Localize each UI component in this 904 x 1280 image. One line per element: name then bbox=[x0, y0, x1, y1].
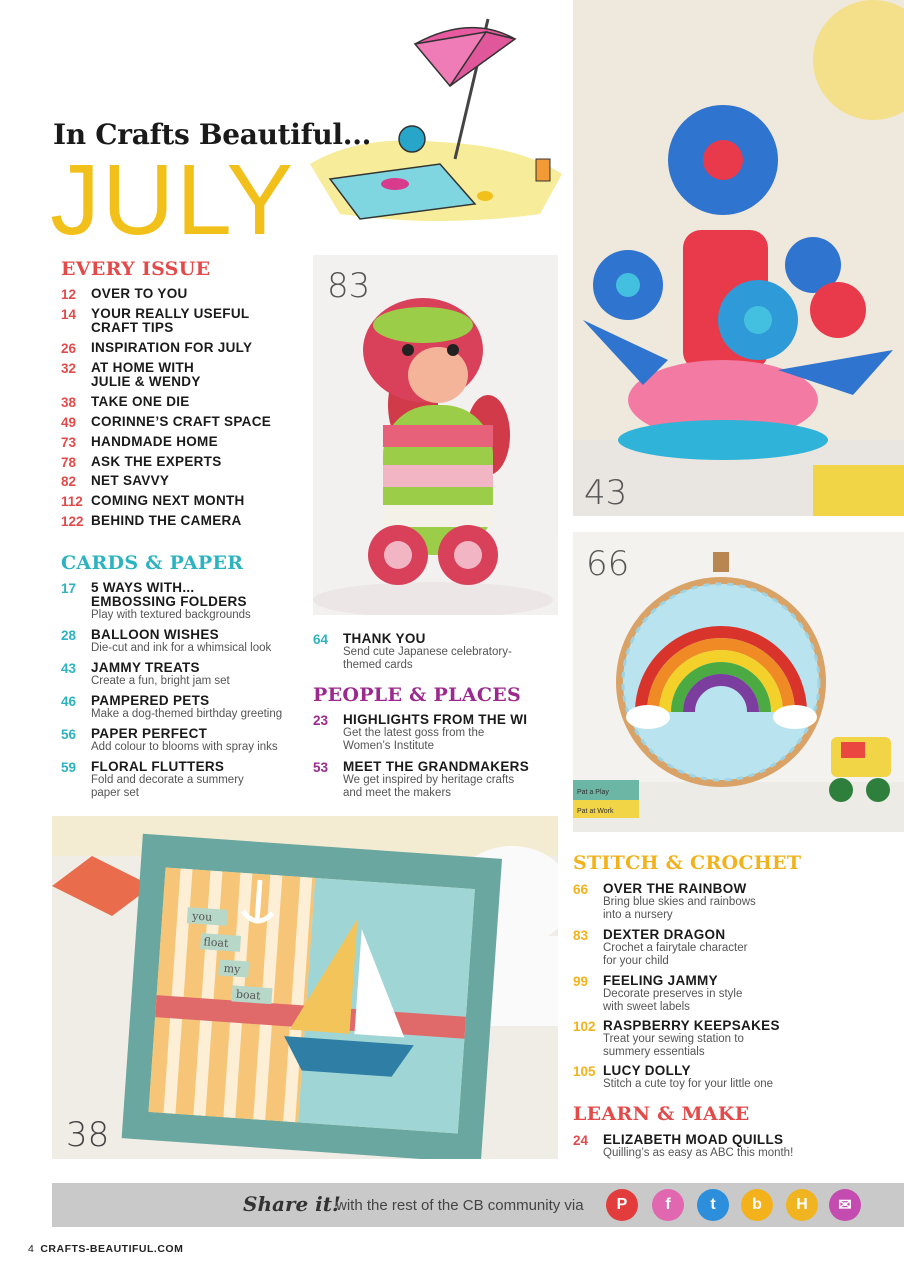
section-heading-every-issue: EVERY ISSUE bbox=[61, 258, 211, 280]
toc-entry bbox=[573, 882, 756, 922]
toc-page-number: 46 bbox=[61, 694, 77, 709]
toc-description: Fold and decorate a summery paper set bbox=[91, 774, 244, 799]
boat-word-3: my bbox=[223, 961, 241, 976]
toc-entry bbox=[313, 632, 512, 672]
toc-entry bbox=[313, 760, 529, 800]
toc-description: Play with textured backgrounds bbox=[91, 609, 251, 621]
toc-entry bbox=[61, 581, 251, 622]
toc-description: Quilling’s as easy as ABC this month! bbox=[603, 1147, 794, 1159]
boat-word-2: float bbox=[203, 935, 229, 951]
toc-title: HANDMADE HOME bbox=[91, 434, 218, 449]
rainbow-page-number: 66 bbox=[586, 544, 630, 584]
toc-entry bbox=[573, 1133, 793, 1160]
toc-entry bbox=[61, 661, 230, 688]
toc-title: COMING NEXT MONTH bbox=[91, 493, 245, 508]
section-heading-learn-make: LEARN & MAKE bbox=[573, 1103, 750, 1125]
site-url: CRAFTS-BEAUTIFUL.COM bbox=[40, 1243, 184, 1255]
toc-description: Bring blue skies and rainbows into a nursery bbox=[603, 896, 756, 921]
toc-title: JAMMY TREATS bbox=[91, 660, 200, 675]
share-text: with the rest of the CB community via bbox=[336, 1197, 584, 1214]
issue-month: JULY bbox=[50, 144, 296, 256]
toc-title: INSPIRATION FOR JULY bbox=[91, 340, 253, 355]
toc-page-number: 105 bbox=[573, 1064, 596, 1079]
toc-page-number: 122 bbox=[61, 514, 84, 529]
toc-title: ASK THE EXPERTS bbox=[91, 454, 222, 469]
toc-page-number: 53 bbox=[313, 760, 329, 775]
toc-page-number: 59 bbox=[61, 760, 77, 775]
book-label-top: Pat a Play bbox=[577, 789, 609, 796]
toc-title: OVER THE RAINBOW bbox=[603, 881, 747, 896]
toc-entry bbox=[61, 727, 278, 754]
toc-entry bbox=[573, 928, 747, 968]
toc-title: PAPER PERFECT bbox=[91, 726, 208, 741]
toc-title: DEXTER DRAGON bbox=[603, 927, 726, 942]
toc-description: Crochet a fairytale character for your child bbox=[603, 942, 748, 967]
toc-page-number: 66 bbox=[573, 882, 589, 897]
toc-description: We get inspired by heritage crafts and meet the makers bbox=[343, 774, 515, 799]
toc-description: Get the latest goss from the Women’s Institute bbox=[343, 727, 485, 752]
toc-title: HIGHLIGHTS FROM THE WI bbox=[343, 712, 528, 727]
section-heading-people-places: PEOPLE & PLACES bbox=[313, 684, 522, 706]
toc-title: MEET THE GRANDMAKERS bbox=[343, 759, 530, 774]
toc-entry bbox=[573, 974, 742, 1014]
toc-page-number: 23 bbox=[313, 713, 329, 728]
email-icon[interactable]: ✉ bbox=[829, 1189, 861, 1221]
toc-title: YOUR REALLY USEFUL CRAFT TIPS bbox=[91, 306, 250, 335]
toc-page-number: 12 bbox=[61, 287, 77, 302]
toc-description: Create a fun, bright jam set bbox=[91, 675, 230, 687]
toc-page-number: 14 bbox=[61, 307, 77, 322]
toc-entry bbox=[61, 395, 190, 410]
toc-page-number: 28 bbox=[61, 628, 77, 643]
magazine-title: In Crafts Beautiful... bbox=[53, 118, 372, 151]
toc-entry bbox=[61, 474, 169, 489]
toc-title: LUCY DOLLY bbox=[603, 1063, 691, 1078]
boat-frame-photo bbox=[52, 816, 558, 1159]
toc-title: CORINNE’S CRAFT SPACE bbox=[91, 414, 272, 429]
toc-page-number: 38 bbox=[61, 395, 77, 410]
toc-page-number: 99 bbox=[573, 974, 589, 989]
toc-description: Add colour to blooms with spray inks bbox=[91, 741, 278, 753]
toc-page-number: 32 bbox=[61, 361, 77, 376]
toc-entry bbox=[313, 713, 527, 753]
toc-title: THANK YOU bbox=[343, 631, 426, 646]
dragon-page-number: 83 bbox=[327, 266, 371, 306]
toc-description: Decorate preserves in style with sweet labels bbox=[603, 988, 743, 1013]
toc-entry bbox=[61, 760, 244, 800]
toc-title: FLORAL FLUTTERS bbox=[91, 759, 225, 774]
toc-description: Make a dog-themed birthday greeting bbox=[91, 708, 283, 720]
toc-entry bbox=[61, 287, 188, 302]
section-heading-cards-paper: CARDS & PAPER bbox=[61, 552, 244, 574]
toc-page-number: 78 bbox=[61, 455, 77, 470]
pinterest-icon[interactable]: P bbox=[606, 1189, 638, 1221]
blog-icon[interactable]: b bbox=[741, 1189, 773, 1221]
toc-title: FEELING JAMMY bbox=[603, 973, 718, 988]
toc-page-number: 56 bbox=[61, 727, 77, 742]
toc-title: RASPBERRY KEEPSAKES bbox=[603, 1018, 780, 1033]
hobbycraft-icon[interactable]: H bbox=[786, 1189, 818, 1221]
toc-title: 5 WAYS WITH... EMBOSSING FOLDERS bbox=[91, 580, 247, 609]
toc-entry bbox=[573, 1064, 773, 1091]
section-heading-stitch-crochet: STITCH & CROCHET bbox=[573, 852, 802, 874]
toc-description: Die-cut and ink for a whimsical look bbox=[91, 642, 272, 654]
toc-page-number: 73 bbox=[61, 435, 77, 450]
toc-title: BEHIND THE CAMERA bbox=[91, 513, 242, 528]
toc-page-number: 24 bbox=[573, 1133, 589, 1148]
toc-title: AT HOME WITH JULIE & WENDY bbox=[91, 360, 201, 389]
toc-entry bbox=[61, 494, 245, 509]
toc-description: Stitch a cute toy for your little one bbox=[603, 1078, 774, 1090]
page-footer bbox=[28, 1243, 183, 1255]
share-lead: Share it! bbox=[243, 1192, 341, 1216]
boat-word-1: you bbox=[191, 909, 213, 924]
toc-entry bbox=[573, 1019, 780, 1059]
toc-description: Send cute Japanese celebratory- themed cards bbox=[343, 646, 512, 671]
toc-page-number: 17 bbox=[61, 581, 77, 596]
flowers-photo bbox=[573, 0, 904, 516]
toc-entry bbox=[61, 415, 271, 430]
facebook-icon[interactable]: f bbox=[652, 1189, 684, 1221]
toc-title: ELIZABETH MOAD QUILLS bbox=[603, 1132, 784, 1147]
toc-page-number: 83 bbox=[573, 928, 589, 943]
toc-title: OVER TO YOU bbox=[91, 286, 188, 301]
flowers-page-number: 43 bbox=[584, 473, 628, 513]
toc-title: PAMPERED PETS bbox=[91, 693, 210, 708]
toc-page-number: 102 bbox=[573, 1019, 596, 1034]
toc-title: TAKE ONE DIE bbox=[91, 394, 190, 409]
toc-title: BALLOON WISHES bbox=[91, 627, 219, 642]
boat-page-number: 38 bbox=[66, 1115, 110, 1155]
toc-description: Treat your sewing station to summery essentials bbox=[603, 1033, 744, 1058]
toc-entry bbox=[61, 361, 201, 389]
toc-entry bbox=[61, 435, 218, 450]
toc-entry bbox=[61, 307, 249, 335]
toc-page-number: 82 bbox=[61, 474, 77, 489]
toc-page-number: 49 bbox=[61, 415, 77, 430]
toc-page-number: 112 bbox=[61, 494, 83, 509]
toc-page-number: 43 bbox=[61, 661, 77, 676]
toc-entry bbox=[61, 514, 242, 529]
toc-page-number: 64 bbox=[313, 632, 329, 647]
toc-title: NET SAVVY bbox=[91, 473, 170, 488]
toc-entry bbox=[61, 694, 282, 721]
page-number: 4 bbox=[28, 1243, 35, 1255]
twitter-icon[interactable]: t bbox=[697, 1189, 729, 1221]
toc-entry bbox=[61, 455, 222, 470]
toc-entry bbox=[61, 341, 252, 356]
dragon-photo bbox=[313, 255, 558, 615]
boat-word-4: boat bbox=[235, 987, 261, 1003]
book-label-bottom: Pat at Work bbox=[577, 808, 614, 815]
toc-entry bbox=[61, 628, 271, 655]
toc-page-number: 26 bbox=[61, 341, 77, 356]
